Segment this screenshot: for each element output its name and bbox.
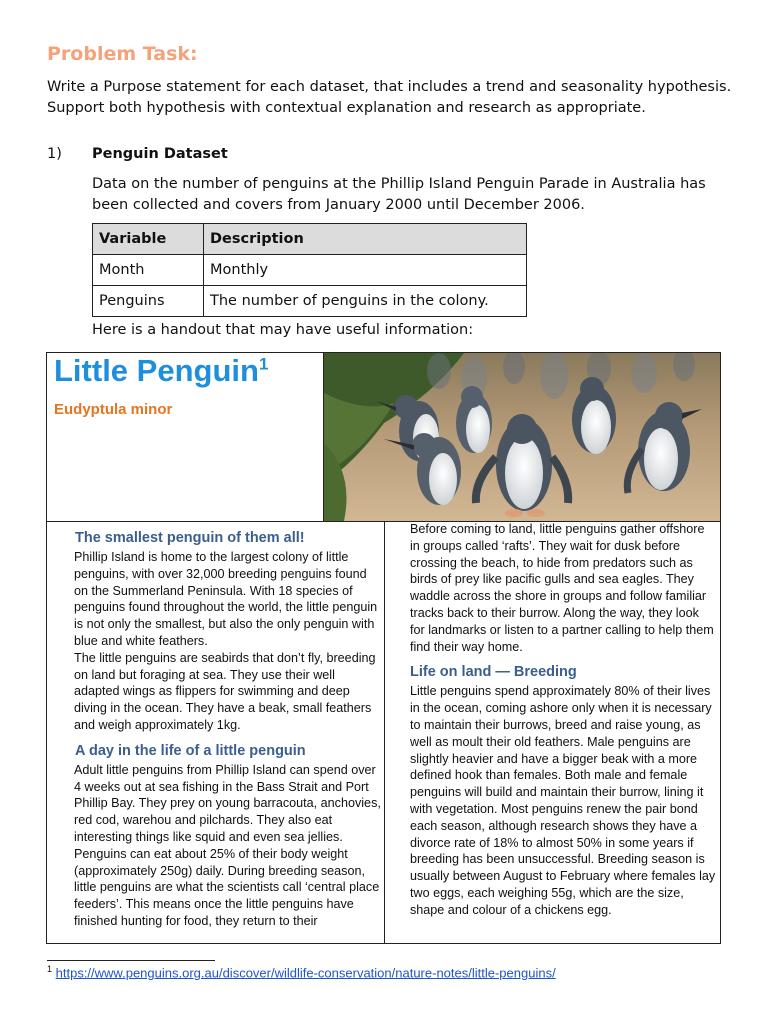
table-header-variable: Variable xyxy=(93,224,204,255)
handout-right-column xyxy=(410,521,716,935)
paragraph: Phillip Island is home to the largest colony of little penguins, with over 32,000 breeding penguins found on the Summerland Peninsula. With 18 species of penguins found throughout the world, the little penguin is not only the smallest, but also the only penguin with blue and white feathers. xyxy=(74,550,378,648)
table-header-description: Description xyxy=(204,224,527,255)
table-row xyxy=(93,286,527,317)
scientific-name: Eudyptula minor xyxy=(54,401,173,418)
section-heading: Life on land — Breeding xyxy=(410,664,577,681)
task-instructions: Write a Purpose statement for each dataset, that includes a trend and seasonality hypothesis. Support both hypothesis with contextual explanation and research as appropriate. xyxy=(47,79,732,116)
handout-box xyxy=(46,352,721,944)
paragraph: Penguins can eat about 25% of their body weight (approximately 250g) daily. During breeding season, little penguins are what the scientists call ‘central place feeders’. This means once the little penguins have finished hunting for food, they return to their xyxy=(74,846,380,928)
variable-table xyxy=(92,223,527,317)
penguin-photo xyxy=(324,353,720,521)
handout-left-column xyxy=(74,529,382,943)
penguin-photo-art xyxy=(324,353,720,521)
handout-intro: Here is a handout that may have useful information: xyxy=(92,322,474,338)
footnote-divider xyxy=(47,960,215,961)
paragraph: Little penguins spend approximately 80% of their lives in the ocean, coming ashore only when it is necessary to maintain their burrows, breed and raise young, as well as moult their old feathers. Male penguins are slightly heavier and have a bigger beak with a more defined hook than females. Both male and female penguins will build and maintain their burrow, lining it with vegetation. Most penguins renew the pair bond each season, although research shows they have a divorce rate of 18% to almost 50% in some years if breeding has been unsuccessful. Breeding season is usually between August to February where females lay two eggs, each weighing 55g, which are the size, shape and colour of a chickens egg. xyxy=(410,684,716,917)
table-cell: Monthly xyxy=(204,255,527,286)
problem-task-heading: Problem Task: xyxy=(47,43,198,65)
divider xyxy=(384,521,385,943)
table-cell: Month xyxy=(93,255,204,286)
section-heading: A day in the life of a little penguin xyxy=(75,742,306,759)
dataset-title: Penguin Dataset xyxy=(92,146,228,162)
dataset-description: Data on the number of penguins at the Phillip Island Penguin Parade in Australia has been collected and covers from January 2000 until December 2006. xyxy=(92,176,706,213)
footnote-number: 1 xyxy=(47,964,53,974)
table-row xyxy=(93,255,527,286)
footnote xyxy=(47,964,556,980)
paragraph: Adult little penguins from Phillip Island can spend over 4 weeks out at sea fishing in the Bass Strait and Port Phillip Bay. They prey on young barracouta, anchovies, red cod, warehou and pilchards. They also eat interesting things like squid and even sea jellies. xyxy=(74,762,381,844)
paragraph: The little penguins are seabirds that don’t fly, breeding on land but foraging at sea. They use their well adapted wings as flippers for swimming and deep diving in the ocean. They have a beak, small feathers and weigh approximately 1kg. xyxy=(74,650,376,732)
paragraph: Before coming to land, little penguins gather offshore in groups called ‘rafts’. They wait for dusk before crossing the beach, to hide from predators such as birds of prey like pacific gulls and sea eagles. They waddle across the shore in groups and follow familiar tracks back to their burrow. Along the way, they look for landmarks or listen to a partner calling to help them find their way home. xyxy=(410,522,714,654)
footnote-ref[interactable]: 1 xyxy=(258,354,269,374)
footnote-link[interactable]: https://www.penguins.org.au/discover/wildlife-conservation/nature-notes/little-penguins/ xyxy=(55,965,556,981)
list-number: 1) xyxy=(47,146,62,162)
handout-title: Little Penguin$^1$ xyxy=(54,353,269,388)
table-header-row xyxy=(93,224,527,255)
table-cell: Penguins xyxy=(93,286,204,317)
section-heading: The smallest penguin of them all! xyxy=(75,530,305,546)
table-cell: The number of penguins in the colony. xyxy=(204,286,527,317)
